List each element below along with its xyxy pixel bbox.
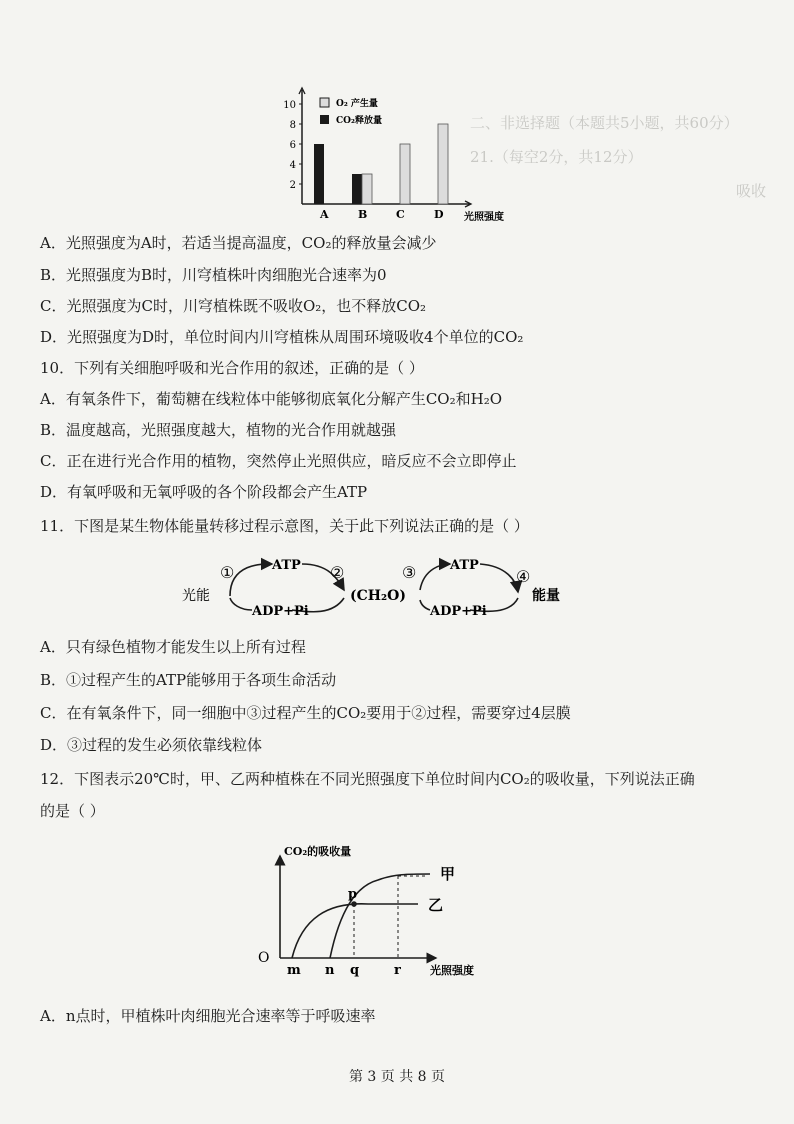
- q9-y-tick-label: 6: [289, 140, 296, 151]
- q9-option-c: C．光照强度为C时，川穹植株既不吸收O₂，也不释放CO₂: [40, 297, 427, 315]
- q12-ylabel: CO₂的吸收量: [284, 845, 352, 858]
- q12-co2-graph: [258, 840, 518, 980]
- q12-label-jia: 甲: [440, 865, 456, 883]
- q12-xlabel: 光照强度: [430, 964, 474, 977]
- bleed-text-1: 二、非选择题（本题共5小题，共60分）: [470, 114, 739, 132]
- q9-bar-o2: [438, 124, 448, 204]
- q9-y-tick-label: 10: [283, 100, 296, 111]
- q9-bar-o2: [362, 174, 372, 204]
- q12-label-yi: 乙: [428, 896, 444, 914]
- q9-legend-label-o2: O₂ 产生量: [336, 99, 378, 109]
- q11-option-b: B．①过程产生的ATP能够用于各项生命活动: [40, 671, 337, 689]
- q10-option-d: D．有氧呼吸和无氧呼吸的各个阶段都会产生ATP: [40, 483, 368, 501]
- q9-option-a: A．光照强度为A时，若适当提高温度，CO₂的释放量会减少: [40, 234, 437, 252]
- q11-step4: ④: [516, 567, 531, 586]
- q11-atp2: ATP: [450, 558, 479, 573]
- q10-stem: 10．下列有关细胞呼吸和光合作用的叙述，正确的是（ ）: [40, 359, 424, 377]
- bleed-text-3: 吸收: [736, 182, 767, 200]
- bleed-text-2: 21.（每空2分，共12分）: [470, 148, 643, 166]
- q12-label-p: p: [348, 887, 358, 902]
- q9-option-d: D．光照强度为D时，单位时间内川穹植株从周围环境吸收4个单位的CO₂: [40, 328, 524, 346]
- q10-option-c: C．正在进行光合作用的植物，突然停止光照供应，暗反应不会立即停止: [40, 452, 517, 470]
- q11-option-d: D．③过程的发生必须依靠线粒体: [40, 736, 263, 754]
- q11-step1: ①: [220, 563, 235, 582]
- q9-x-label: 光照强度: [464, 212, 504, 223]
- q11-energy-diagram: [180, 552, 600, 628]
- q9-legend-swatch-o2: [320, 98, 329, 107]
- q12-origin: O: [258, 950, 270, 966]
- q11-step3: ③: [402, 563, 417, 582]
- q9-legend-swatch-co2: [320, 115, 329, 124]
- q9-x-tick-label: B: [358, 208, 368, 221]
- page-footer: 第 3 页 共 8 页: [348, 1069, 446, 1085]
- q12-option-a: A．n点时，甲植株叶肉细胞光合速率等于呼吸速率: [40, 1007, 376, 1025]
- q9-option-b: B．光照强度为B时，川穹植株叶肉细胞光合速率为0: [40, 266, 387, 284]
- q12-label-m: m: [287, 963, 301, 978]
- q9-bar-chart: [270, 84, 520, 224]
- q9-bar-o2: [400, 144, 410, 204]
- q9-x-tick-label: A: [320, 208, 329, 221]
- q12-label-n: n: [325, 963, 335, 978]
- q11-stem: 11．下图是某生物体能量转移过程示意图，关于此下列说法正确的是（ ）: [40, 517, 529, 535]
- q9-bar-co2: [352, 174, 362, 204]
- q12-stem-line1: 12．下图表示20℃时，甲、乙两种植株在不同光照强度下单位时间内CO₂的吸收量，下列说法正确: [40, 770, 695, 788]
- q9-chart-group: [283, 88, 504, 223]
- q10-option-b: B．温度越高，光照强度越大，植物的光合作用就越强: [40, 421, 397, 439]
- q12-stem-line2: 的是（ ）: [40, 802, 105, 820]
- q11-light: 光能: [182, 588, 210, 604]
- q11-ch2o: (CH₂O): [350, 588, 406, 604]
- q12-point-p: [351, 901, 357, 907]
- q9-legend-label-co2: CO₂释放量: [336, 116, 382, 126]
- q11-option-c: C．在有氧条件下，同一细胞中③过程产生的CO₂要用于②过程，需要穿过4层膜: [40, 704, 571, 722]
- q11-adp2: ADP+Pi: [430, 604, 487, 619]
- q12-label-q: q: [350, 963, 360, 978]
- q12-label-r: r: [394, 963, 401, 978]
- q10-option-a: A．有氧条件下，葡萄糖在线粒体中能够彻底氧化分解产生CO₂和H₂O: [40, 390, 503, 408]
- q9-y-tick-label: 2: [289, 180, 296, 191]
- q9-bar-co2: [314, 144, 324, 204]
- q11-step2: ②: [330, 563, 345, 582]
- q11-atp1: ATP: [272, 558, 301, 573]
- q11-energy: 能量: [532, 588, 560, 604]
- q11-adp1: ADP+Pi: [252, 604, 309, 619]
- q9-x-tick-label: D: [434, 208, 444, 221]
- q9-y-tick-label: 8: [289, 120, 296, 131]
- q9-y-tick-label: 4: [289, 160, 296, 171]
- q11-option-a: A．只有绿色植物才能发生以上所有过程: [40, 638, 306, 656]
- q9-x-tick-label: C: [396, 208, 405, 221]
